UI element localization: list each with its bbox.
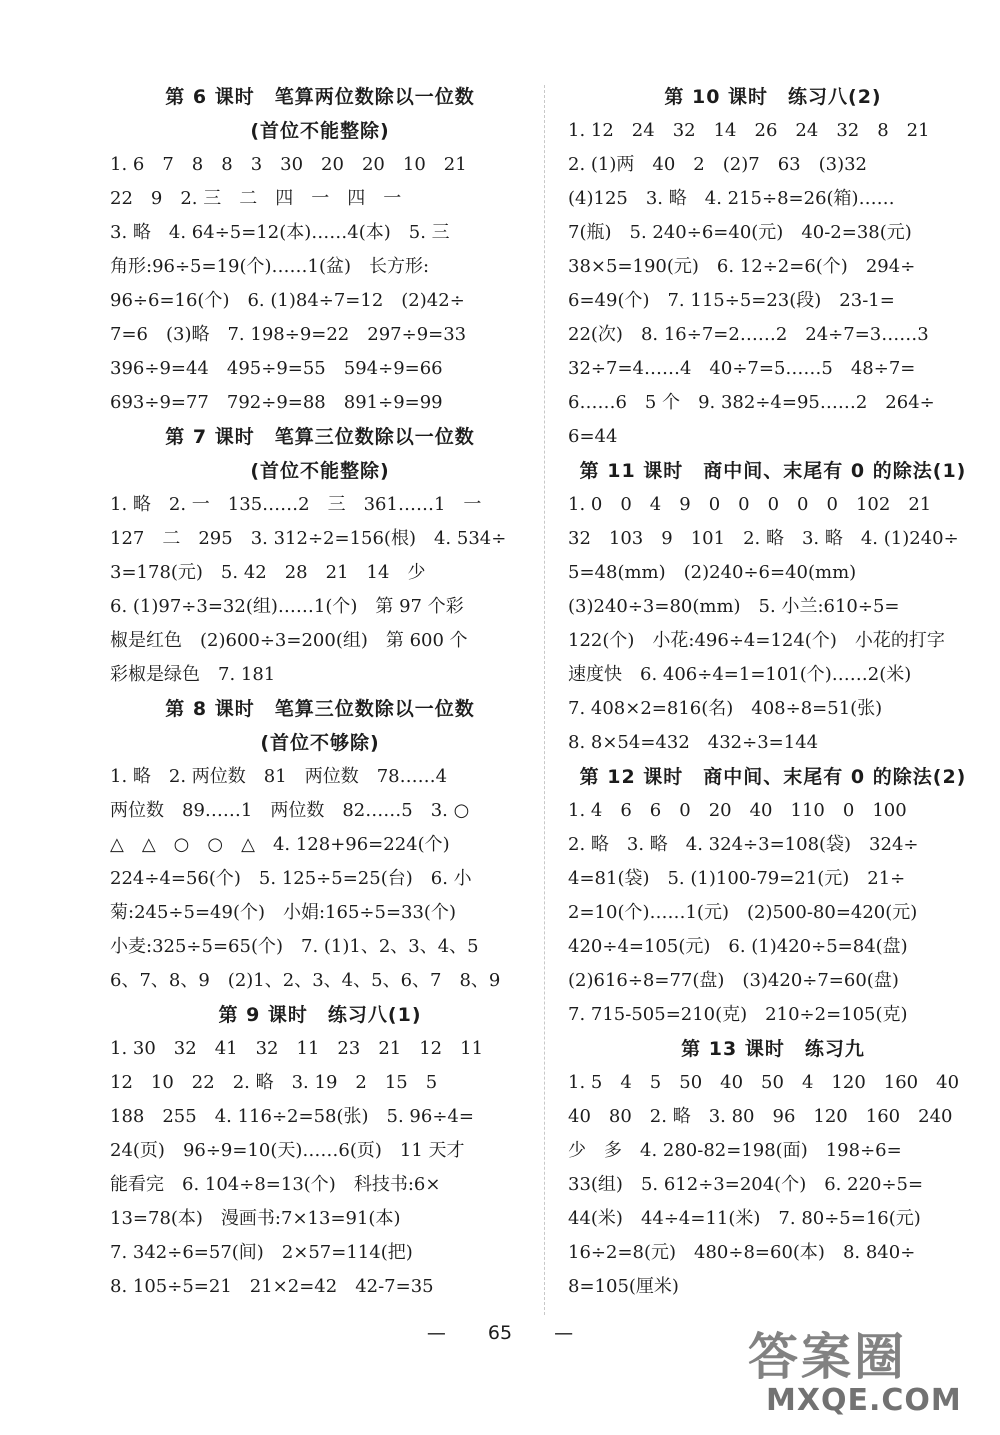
- answer-line: 22 9 2. 三 二 四 一 四 一: [110, 188, 402, 209]
- answer-line: 1. 12 24 32 14 26 24 32 8 21: [568, 120, 930, 141]
- answer-line: 38×5=190(元) 6. 12÷2=6(个) 294÷: [568, 256, 916, 277]
- answer-line: 2=10(个)……1(元) (2)500-80=420(元): [568, 902, 918, 923]
- answer-line: 角形:96÷5=19(个)……1(盆) 长方形:: [110, 256, 430, 277]
- answer-line: 1. 30 32 41 32 11 23 21 12 11: [110, 1038, 484, 1059]
- answer-line: 3. 略 4. 64÷5=12(本)……4(本) 5. 三: [110, 222, 450, 243]
- answer-line: 6、7、8、9 (2)1、2、3、4、5、6、7 8、9: [110, 970, 501, 991]
- answer-line: 8. 105÷5=21 21×2=42 42-7=35: [110, 1276, 434, 1297]
- section-title: 第 9 课时 练习八(1): [218, 1004, 422, 1026]
- answer-line: 2. (1)两 40 2 (2)7 63 (3)32: [568, 154, 868, 175]
- answer-line: 13=78(本) 漫画书:7×13=91(本): [110, 1208, 401, 1229]
- answer-line: 122(个) 小花:496÷4=124(个) 小花的打字: [568, 630, 945, 651]
- answer-line: 396÷9=44 495÷9=55 594÷9=66: [110, 358, 443, 379]
- answer-line: (4)125 3. 略 4. 215÷8=26(箱)……: [568, 188, 895, 209]
- answer-line: 7. 342÷6=57(间) 2×57=114(把): [110, 1242, 413, 1263]
- answer-line: 7(瓶) 5. 240÷6=40(元) 40-2=38(元): [568, 222, 912, 243]
- answer-line: 7. 408×2=816(名) 408÷8=51(张): [568, 698, 883, 719]
- answer-section: [568, 80, 978, 454]
- answer-line: 6=49(个) 7. 115÷5=23(段) 23-1=: [568, 290, 895, 311]
- section-title: (首位不能整除): [250, 460, 390, 482]
- answer-line: 1. 略 2. 两位数 81 两位数 78……4: [110, 766, 448, 787]
- answer-line: 96÷6=16(个) 6. (1)84÷7=12 (2)42÷: [110, 290, 465, 311]
- watermark-url: MXQE.COM: [766, 1383, 962, 1418]
- answer-line: 1. 略 2. 一 135……2 三 361……1 一: [110, 494, 482, 515]
- answer-line: 40 80 2. 略 3. 80 96 120 160 240: [568, 1106, 953, 1127]
- answer-line: 16÷2=8(元) 480÷8=60(本) 8. 840÷: [568, 1242, 916, 1263]
- answer-line: 8. 8×54=432 432÷3=144: [568, 732, 819, 753]
- answer-section: [110, 998, 530, 1304]
- footer-dash-left: —: [426, 1322, 446, 1344]
- answer-line: 速度快 6. 406÷4=1=101(个)……2(米): [568, 664, 912, 685]
- watermark-glyphs: 答案圈: [748, 1328, 907, 1386]
- answer-line: 224÷4=56(个) 5. 125÷5=25(台) 6. 小: [110, 868, 472, 889]
- section-title: 第 10 课时 练习八(2): [664, 86, 882, 108]
- answer-line: 1. 6 7 8 8 3 30 20 20 10 21: [110, 154, 467, 175]
- answer-line: △ △ ○ ○ △ 4. 128+96=224(个): [110, 834, 450, 855]
- answer-line: (3)240÷3=80(mm) 5. 小兰:610÷5=: [568, 596, 900, 617]
- page-number: 65: [487, 1322, 513, 1344]
- column-divider: [544, 85, 545, 1315]
- answer-line: 4=81(袋) 5. (1)100-79=21(元) 21÷: [568, 868, 906, 889]
- answer-line: 8=105(厘米): [568, 1276, 679, 1297]
- answer-line: 菊:245÷5=49(个) 小娟:165÷5=33(个): [110, 902, 456, 923]
- answer-line: 127 二 295 3. 312÷2=156(根) 4. 534÷: [110, 528, 507, 549]
- section-title: 第 7 课时 笔算三位数除以一位数: [165, 426, 475, 448]
- answer-line: 24(页) 96÷9=10(天)……6(页) 11 天才: [110, 1140, 465, 1161]
- answer-line: 3=178(元) 5. 42 28 21 14 少: [110, 562, 426, 583]
- answer-line: 6……6 5 个 9. 382÷4=95……2 264÷: [568, 392, 935, 413]
- answer-line: 7. 715-505=210(克) 210÷2=105(克): [568, 1004, 908, 1025]
- answer-line: 32 103 9 101 2. 略 3. 略 4. (1)240÷: [568, 528, 959, 549]
- section-title: (首位不够除): [260, 732, 380, 754]
- answer-section: [568, 454, 978, 760]
- answer-section: [110, 692, 530, 998]
- left-column: [110, 80, 530, 1304]
- answer-section: [110, 420, 530, 692]
- answer-line: 6=44: [568, 426, 618, 447]
- answer-line: 小麦:325÷5=65(个) 7. (1)1、2、3、4、5: [110, 936, 479, 957]
- section-title: 第 8 课时 笔算三位数除以一位数: [165, 698, 475, 720]
- answer-section: [568, 760, 978, 1032]
- answer-line: 6. (1)97÷3=32(组)……1(个) 第 97 个彩: [110, 596, 464, 617]
- answer-line: 1. 4 6 6 0 20 40 110 0 100: [568, 800, 907, 821]
- footer-dash-right: —: [554, 1322, 574, 1344]
- answer-line: 32÷7=4……4 40÷7=5……5 48÷7=: [568, 358, 916, 379]
- answer-line: 33(组) 5. 612÷3=204(个) 6. 220÷5=: [568, 1174, 924, 1195]
- watermark-logo: [742, 1309, 982, 1429]
- answer-line: 1. 5 4 5 50 40 50 4 120 160 40: [568, 1072, 960, 1093]
- answer-line: (2)616÷8=77(盘) (3)420÷7=60(盘): [568, 970, 899, 991]
- answer-line: 2. 略 3. 略 4. 324÷3=108(袋) 324÷: [568, 834, 919, 855]
- section-title: 第 12 课时 商中间、末尾有 0 的除法(2): [579, 766, 967, 788]
- answer-section: [110, 80, 530, 420]
- section-title: (首位不能整除): [250, 120, 390, 142]
- answer-line: 1. 0 0 4 9 0 0 0 0 0 102 21: [568, 494, 932, 515]
- section-title: 第 11 课时 商中间、末尾有 0 的除法(1): [579, 460, 967, 482]
- right-column: [568, 80, 978, 1304]
- section-title: 第 13 课时 练习九: [681, 1038, 865, 1060]
- answer-line: 能看完 6. 104÷8=13(个) 科技书:6×: [110, 1174, 441, 1195]
- answer-line: 彩椒是绿色 7. 181: [110, 664, 276, 685]
- answer-line: 188 255 4. 116÷2=58(张) 5. 96÷4=: [110, 1106, 474, 1127]
- answer-section: [568, 1032, 978, 1304]
- answer-line: 椒是红色 (2)600÷3=200(组) 第 600 个: [110, 630, 468, 651]
- answer-line: 693÷9=77 792÷9=88 891÷9=99: [110, 392, 443, 413]
- answer-line: 420÷4=105(元) 6. (1)420÷5=84(盘): [568, 936, 908, 957]
- answer-line: 7=6 (3)略 7. 198÷9=22 297÷9=33: [110, 324, 467, 345]
- answer-line: 22(次) 8. 16÷7=2……2 24÷7=3……3: [568, 324, 929, 345]
- section-title: 第 6 课时 笔算两位数除以一位数: [165, 86, 475, 108]
- answer-line: 12 10 22 2. 略 3. 19 2 15 5: [110, 1072, 438, 1093]
- answer-line: 两位数 89……1 两位数 82……5 3. ○: [110, 800, 470, 821]
- answer-line: 少 多 4. 280-82=198(面) 198÷6=: [568, 1140, 902, 1161]
- answer-line: 44(米) 44÷4=11(米) 7. 80÷5=16(元): [568, 1208, 921, 1229]
- answer-line: 5=48(mm) (2)240÷6=40(mm): [568, 562, 857, 583]
